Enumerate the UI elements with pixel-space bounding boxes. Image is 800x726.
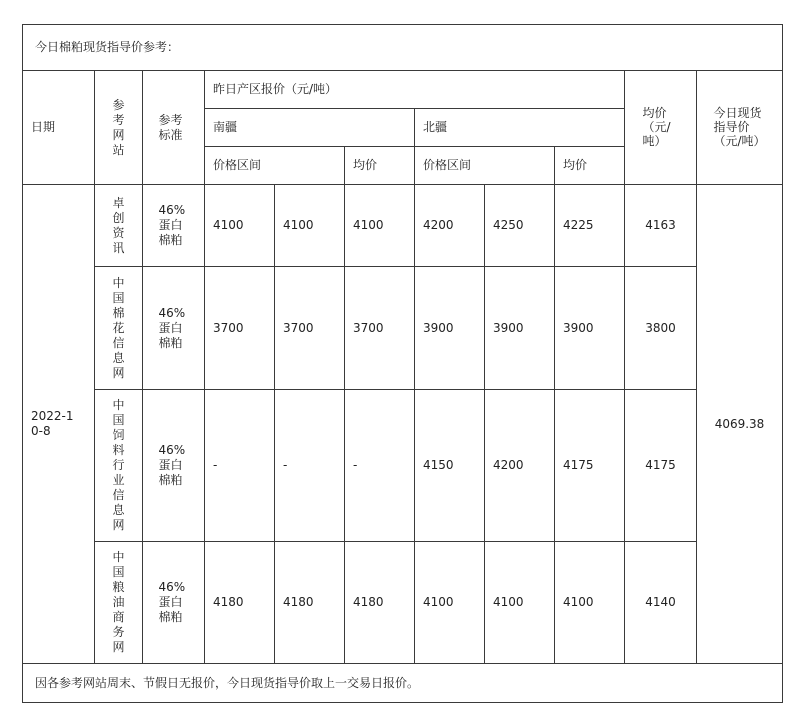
header-date: 日期: [23, 71, 95, 185]
standard-text: 46%蛋白棉粕: [158, 203, 186, 247]
standard-cell: [143, 390, 205, 542]
south-avg-cell: -: [345, 390, 415, 542]
north-low-cell: 4200: [415, 185, 485, 267]
avg-cell: 4175: [625, 390, 697, 542]
title-row: [23, 25, 783, 71]
north-avg-cell: 4225: [555, 185, 625, 267]
site-text: 中国饲料行业信息网: [112, 398, 125, 532]
north-avg-cell: 4175: [555, 390, 625, 542]
north-low-cell: 4100: [415, 542, 485, 664]
header-south-range: 价格区间: [205, 147, 345, 185]
north-low-cell: 4150: [415, 390, 485, 542]
avg-cell: 4140: [625, 542, 697, 664]
avg-cell: 3800: [625, 267, 697, 390]
table-row: [23, 542, 783, 664]
header-avg: [625, 71, 697, 185]
footnote-row: [23, 664, 783, 703]
header-avg-text: 均价（元/吨）: [642, 106, 671, 148]
south-high-cell: 4100: [275, 185, 345, 267]
south-avg-cell: 3700: [345, 267, 415, 390]
header-standard: [143, 71, 205, 185]
header-standard-text: 参考标准: [158, 112, 183, 142]
south-low-cell: 3700: [205, 267, 275, 390]
south-low-cell: 4180: [205, 542, 275, 664]
date-cell: [23, 185, 95, 664]
header-site: [95, 71, 143, 185]
table-row: [23, 185, 783, 267]
price-table: [22, 24, 783, 703]
table-row: [23, 390, 783, 542]
table-row: [23, 267, 783, 390]
site-cell: [95, 390, 143, 542]
site-cell: [95, 267, 143, 390]
site-cell: [95, 542, 143, 664]
avg-cell: 4163: [625, 185, 697, 267]
north-avg-cell: 4100: [555, 542, 625, 664]
standard-cell: [143, 267, 205, 390]
south-high-cell: 3700: [275, 267, 345, 390]
guide-price-cell: 4069.38: [697, 185, 783, 664]
site-text: 卓创资讯: [112, 195, 125, 255]
header-north: 北疆: [415, 109, 625, 147]
header-site-text: 参考网站: [112, 97, 125, 157]
header-north-range: 价格区间: [415, 147, 555, 185]
standard-text: 46%蛋白棉粕: [158, 443, 186, 487]
header-today-guide-text: 今日现货指导价（元/吨）: [713, 106, 766, 148]
price-table-container: [22, 24, 782, 705]
north-high-cell: 3900: [485, 267, 555, 390]
north-avg-cell: 3900: [555, 267, 625, 390]
south-avg-cell: 4100: [345, 185, 415, 267]
south-low-cell: -: [205, 390, 275, 542]
footnote: 因各参考网站周末、节假日无报价，今日现货指导价取上一交易日报价。: [23, 664, 783, 703]
north-high-cell: 4100: [485, 542, 555, 664]
north-high-cell: 4200: [485, 390, 555, 542]
site-cell: [95, 185, 143, 267]
site-text: 中国粮油商务网: [112, 550, 125, 654]
standard-cell: [143, 185, 205, 267]
site-text: 中国棉花信息网: [112, 275, 125, 380]
table-title: 今日棉粕现货指导价参考：: [23, 25, 783, 71]
south-low-cell: 4100: [205, 185, 275, 267]
header-south-avg: 均价: [345, 147, 415, 185]
north-high-cell: 4250: [485, 185, 555, 267]
header-row-1: [23, 71, 783, 109]
standard-text: 46%蛋白棉粕: [158, 580, 186, 624]
north-low-cell: 3900: [415, 267, 485, 390]
south-avg-cell: 4180: [345, 542, 415, 664]
south-high-cell: -: [275, 390, 345, 542]
header-yesterday: 昨日产区报价（元/吨）: [205, 71, 625, 109]
standard-cell: [143, 542, 205, 664]
standard-text: 46%蛋白棉粕: [158, 305, 186, 350]
header-south: 南疆: [205, 109, 415, 147]
header-today-guide: [697, 71, 783, 185]
header-north-avg: 均价: [555, 147, 625, 185]
south-high-cell: 4180: [275, 542, 345, 664]
date-text: 2022-10-8: [31, 409, 74, 438]
